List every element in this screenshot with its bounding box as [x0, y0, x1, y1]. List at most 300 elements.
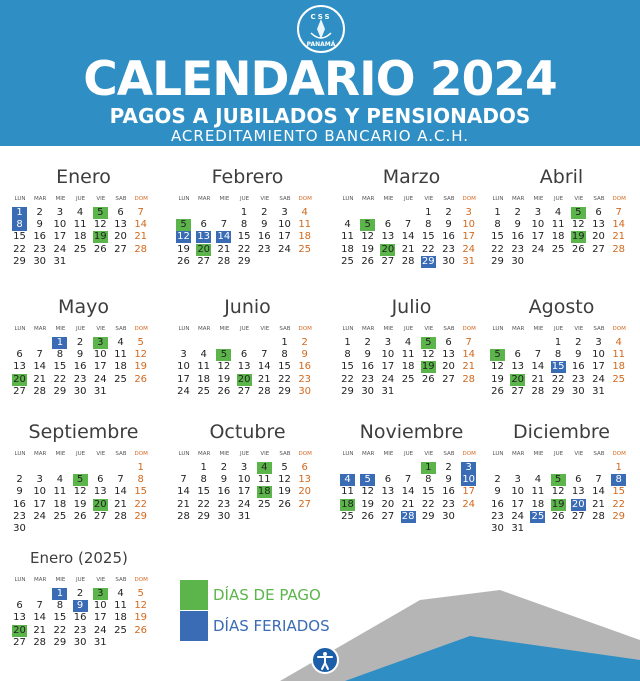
day-cell: 26 [73, 510, 87, 522]
day-cell: 2 [36, 207, 43, 218]
day-cell: 15 [13, 231, 26, 243]
day-cell: 4 [344, 219, 351, 231]
weekday-header: VIE [96, 196, 106, 202]
day-cell: 4 [76, 207, 84, 218]
day-cell: 4 [56, 474, 64, 486]
day-cell: 3 [384, 337, 392, 348]
day-cell: 5 [421, 337, 436, 349]
day-cell: 9 [73, 600, 88, 612]
day-cell: 7 [404, 474, 412, 486]
day-cell: 23 [73, 373, 87, 385]
day-cell: 12 [134, 600, 148, 612]
weekday-header: SAB [279, 326, 291, 332]
day-cell: 31 [462, 255, 476, 267]
day-cell: 11 [73, 219, 87, 231]
weekday-header: VIE [260, 451, 270, 457]
day-cell: 15 [278, 361, 291, 373]
day-cell: 20 [298, 486, 312, 498]
day-cell: 19 [177, 243, 190, 255]
weekday-header: JUE [240, 196, 250, 202]
day-cell: 19 [361, 498, 375, 510]
weekday-header: LUN [14, 196, 26, 202]
day-cell: 29 [53, 636, 67, 648]
day-cell: 27 [592, 243, 605, 255]
day-cell: 16 [361, 361, 375, 373]
weekday-header: JUE [554, 451, 564, 457]
day-cell: 8 [200, 474, 207, 486]
day-cell: 5 [137, 337, 144, 348]
day-cell: 7 [220, 219, 228, 231]
weekday-header: DOM [612, 451, 626, 457]
day-cell: 23 [571, 373, 585, 385]
day-cell: 28 [33, 636, 47, 648]
day-cell: 5 [551, 474, 566, 486]
day-cell: 21 [592, 498, 605, 510]
day-cell: 2 [494, 474, 501, 486]
day-cell: 5 [360, 474, 375, 486]
day-cell: 14 [114, 486, 127, 498]
day-cell: 18 [531, 498, 545, 510]
day-cell: 25 [114, 624, 127, 636]
day-cell: 28 [401, 510, 415, 522]
day-cell: 27 [442, 373, 455, 385]
day-cell: 26 [177, 255, 190, 267]
day-cell: 23 [257, 243, 271, 255]
day-cell: 4 [404, 337, 412, 348]
day-cell: 28 [114, 510, 127, 522]
day-cell: 23 [511, 243, 525, 255]
accessibility-icon[interactable] [311, 646, 339, 674]
day-cell: 8 [554, 349, 562, 361]
day-cell: 30 [73, 636, 87, 648]
day-cell: 27 [298, 498, 312, 510]
day-cell: 11 [298, 219, 312, 231]
day-cell: 27 [197, 255, 211, 267]
weekday-header: DOM [134, 196, 148, 202]
day-cell: 21 [401, 498, 415, 510]
day-cell: 24 [53, 243, 67, 255]
day-cell: 8 [611, 474, 626, 486]
weekday-header: MAR [512, 326, 525, 332]
day-cell: 27 [381, 255, 395, 267]
day-cell: 14 [217, 231, 231, 243]
day-cell: 12 [421, 349, 435, 361]
day-cell: 14 [177, 486, 190, 498]
day-cell: 5 [490, 349, 505, 361]
weekday-header: MAR [34, 196, 47, 202]
day-cell: 22 [421, 498, 435, 510]
day-cell: 29 [421, 255, 435, 267]
month-name: Octubre [209, 421, 286, 443]
day-cell: 15 [134, 486, 148, 498]
day-cell: 26 [361, 510, 375, 522]
day-cell: 16 [257, 231, 271, 243]
weekday-header: JUE [554, 326, 564, 332]
day-cell: 14 [462, 349, 476, 361]
day-cell: 31 [93, 385, 107, 397]
day-cell: 12 [278, 474, 291, 486]
day-cell: 14 [531, 361, 545, 373]
day-cell: 1 [137, 462, 144, 473]
day-cell: 2 [16, 474, 23, 486]
day-cell: 20 [237, 373, 251, 385]
day-cell: 17 [592, 361, 605, 373]
day-cell: 4 [117, 337, 124, 348]
day-cell: 2 [76, 337, 84, 348]
month-name: Febrero [211, 166, 284, 188]
weekday-header: MIE [219, 326, 230, 332]
day-cell: 2 [575, 337, 582, 348]
weekday-header: SAB [593, 451, 605, 457]
day-cell: 22 [341, 373, 354, 385]
day-cell: 21 [33, 624, 47, 636]
weekday-header: SAB [279, 196, 291, 202]
weekday-header: MIE [219, 451, 230, 457]
day-cell: 12 [361, 486, 375, 498]
day-cell: 8 [12, 219, 27, 231]
day-cell: 8 [494, 219, 501, 231]
day-cell: 15 [551, 361, 565, 373]
day-cell: 16 [217, 486, 231, 498]
day-cell: 30 [217, 510, 231, 522]
page-subtitle-secondary: ACREDITAMIENTO BANCARIO A.C.H. [170, 127, 470, 145]
day-cell: 6 [384, 474, 392, 486]
day-cell: 6 [514, 349, 521, 361]
day-cell: 12 [571, 219, 585, 231]
day-cell: 4 [117, 588, 124, 599]
day-cell: 14 [612, 219, 626, 231]
weekday-header: JUE [240, 451, 250, 457]
day-cell: 19 [93, 231, 107, 243]
day-cell: 20 [381, 498, 395, 510]
day-cell: 1 [615, 462, 622, 473]
day-cell: 12 [134, 349, 148, 361]
day-cell: 9 [445, 219, 452, 231]
day-cell: 10 [531, 219, 545, 231]
day-cell: 15 [53, 361, 67, 373]
day-cell: 4 [301, 207, 308, 218]
day-cell: 6 [575, 474, 582, 486]
weekday-header: MIE [383, 196, 394, 202]
day-cell: 7 [180, 474, 187, 486]
day-cell: 2 [445, 207, 452, 218]
weekday-header: LUN [492, 326, 504, 332]
weekday-header: VIE [96, 451, 106, 457]
day-cell: 16 [511, 231, 525, 243]
day-cell: 12 [491, 361, 504, 373]
day-cell: 28 [531, 385, 545, 397]
day-cell: 8 [240, 219, 248, 231]
weekday-header: DOM [134, 577, 148, 583]
day-cell: 10 [462, 219, 476, 231]
weekday-header: SAB [115, 196, 127, 202]
day-cell: 24 [592, 373, 605, 385]
day-cell: 24 [462, 243, 476, 255]
weekday-header: SAB [593, 326, 605, 332]
day-cell: 27 [237, 385, 251, 397]
day-cell: 19 [217, 373, 231, 385]
day-cell: 29 [53, 385, 67, 397]
day-cell: 3 [514, 474, 521, 486]
day-cell: 8 [344, 349, 351, 361]
day-cell: 11 [114, 600, 127, 612]
day-cell: 23 [442, 498, 455, 510]
day-cell: 29 [421, 510, 435, 522]
day-cell: 27 [93, 510, 107, 522]
weekday-header: MAR [34, 451, 47, 457]
day-cell: 11 [53, 486, 67, 498]
day-cell: 20 [381, 243, 395, 255]
weekday-header: MIE [55, 451, 66, 457]
day-cell: 20 [197, 243, 211, 255]
day-cell: 29 [237, 255, 251, 267]
day-cell: 3 [93, 588, 108, 600]
weekday-header: MIE [55, 196, 66, 202]
day-cell: 9 [301, 349, 308, 361]
day-cell: 1 [494, 207, 501, 218]
day-cell: 2 [514, 207, 521, 218]
day-cell: 24 [462, 498, 476, 510]
weekday-header: MAR [362, 196, 375, 202]
day-cell: 18 [114, 361, 127, 373]
weekday-header: VIE [260, 326, 270, 332]
day-cell: 25 [114, 373, 127, 385]
day-cell: 22 [53, 373, 67, 385]
day-cell: 22 [551, 373, 565, 385]
day-cell: 10 [53, 219, 67, 231]
day-cell: 29 [278, 385, 291, 397]
month-name: Agosto [528, 296, 595, 318]
day-cell: 12 [177, 231, 190, 243]
day-cell: 16 [73, 361, 87, 373]
day-cell: 26 [421, 373, 435, 385]
day-cell: 21 [217, 243, 231, 255]
day-cell: 4 [257, 462, 272, 474]
weekday-header: VIE [574, 196, 584, 202]
weekday-header: DOM [462, 451, 476, 457]
day-cell: 18 [73, 231, 87, 243]
day-cell: 13 [381, 231, 395, 243]
day-cell: 31 [93, 636, 107, 648]
day-cell: 28 [33, 385, 47, 397]
day-cell: 25 [341, 255, 354, 267]
day-cell: 15 [491, 231, 504, 243]
day-cell: 9 [514, 219, 521, 231]
weekday-header: MIE [55, 326, 66, 332]
weekday-header: MAR [512, 451, 525, 457]
logo-text-bottom: PANAMÁ [306, 41, 336, 48]
weekday-header: JUE [404, 196, 414, 202]
day-cell: 16 [442, 486, 455, 498]
weekday-header: DOM [298, 196, 312, 202]
day-cell: 27 [114, 243, 127, 255]
day-cell: 30 [442, 255, 455, 267]
day-cell: 7 [534, 349, 542, 361]
day-cell: 17 [462, 231, 476, 243]
weekday-header: MIE [533, 196, 544, 202]
day-cell: 25 [53, 510, 67, 522]
day-cell: 13 [13, 612, 26, 624]
month-name: Diciembre [513, 421, 610, 443]
day-cell: 26 [571, 243, 585, 255]
day-cell: 25 [257, 498, 271, 510]
weekday-header: VIE [96, 326, 106, 332]
weekday-header: MAR [34, 326, 47, 332]
day-cell: 24 [93, 373, 107, 385]
day-cell: 25 [197, 385, 211, 397]
day-cell: 26 [134, 624, 148, 636]
day-cell: 28 [257, 385, 271, 397]
day-cell: 14 [401, 486, 415, 498]
day-cell: 3 [93, 337, 108, 349]
month-name: Marzo [382, 166, 441, 188]
day-cell: 31 [53, 255, 67, 267]
day-cell: 1 [421, 462, 436, 474]
day-cell: 6 [16, 600, 23, 612]
legend-pay-swatch [180, 580, 208, 610]
weekday-header: LUN [342, 196, 354, 202]
day-cell: 18 [114, 612, 127, 624]
day-cell: 4 [554, 207, 562, 218]
day-cell: 28 [177, 510, 190, 522]
weekday-header: MAR [512, 196, 525, 202]
day-cell: 19 [73, 498, 87, 510]
weekday-header: VIE [260, 196, 270, 202]
day-cell: 18 [551, 231, 565, 243]
day-cell: 17 [278, 231, 291, 243]
day-cell: 16 [73, 612, 87, 624]
day-cell: 11 [114, 349, 127, 361]
day-cell: 17 [177, 373, 190, 385]
legend-holiday-label: DÍAS FERIADOS [213, 617, 330, 635]
day-cell: 30 [13, 523, 26, 534]
day-cell: 27 [511, 385, 525, 397]
day-cell: 6 [384, 219, 392, 231]
day-cell: 24 [177, 385, 190, 397]
day-cell: 19 [571, 231, 585, 243]
day-cell: 25 [551, 243, 565, 255]
weekday-header: DOM [134, 451, 148, 457]
day-cell: 3 [461, 462, 476, 474]
day-cell: 28 [134, 243, 148, 255]
weekday-header: LUN [178, 451, 190, 457]
day-cell: 1 [554, 337, 562, 348]
weekday-header: VIE [424, 326, 434, 332]
weekday-header: LUN [14, 577, 26, 583]
day-cell: 6 [240, 349, 248, 361]
day-cell: 3 [281, 207, 288, 218]
day-cell: 10 [93, 600, 107, 612]
day-cell: 28 [462, 373, 476, 385]
day-cell: 9 [445, 474, 452, 486]
day-cell: 5 [571, 207, 586, 219]
weekday-header: SAB [115, 326, 127, 332]
day-cell: 23 [13, 510, 26, 522]
weekday-header: LUN [14, 451, 26, 457]
weekday-header: JUE [404, 451, 414, 457]
day-cell: 3 [595, 337, 602, 348]
day-cell: 27 [571, 510, 585, 522]
weekday-header: DOM [462, 326, 476, 332]
day-cell: 3 [36, 474, 43, 486]
day-cell: 18 [612, 361, 626, 373]
day-cell: 13 [197, 231, 211, 243]
day-cell: 12 [217, 361, 231, 373]
weekday-header: JUE [554, 196, 564, 202]
day-cell: 1 [240, 207, 248, 218]
day-cell: 22 [491, 243, 504, 255]
day-cell: 19 [491, 373, 504, 385]
day-cell: 20 [114, 231, 127, 243]
day-cell: 26 [134, 373, 148, 385]
day-cell: 10 [592, 349, 605, 361]
month-name: Junio [224, 296, 271, 318]
day-cell: 28 [401, 255, 415, 267]
day-cell: 26 [551, 510, 565, 522]
day-cell: 1 [52, 337, 67, 349]
day-cell: 3 [56, 207, 64, 218]
day-cell: 31 [381, 385, 395, 397]
day-cell: 9 [261, 219, 268, 231]
day-cell: 14 [257, 361, 271, 373]
month-name: Mayo [58, 296, 109, 318]
day-cell: 30 [298, 385, 312, 397]
day-cell: 8 [425, 474, 432, 486]
day-cell: 26 [361, 255, 375, 267]
day-cell: 28 [217, 255, 231, 267]
day-cell: 29 [197, 510, 211, 522]
weekday-header: MAR [198, 326, 211, 332]
day-cell: 1 [52, 588, 67, 600]
day-cell: 7 [595, 474, 602, 486]
day-cell: 13 [592, 219, 605, 231]
day-cell: 26 [491, 385, 504, 397]
day-cell: 4 [534, 474, 542, 486]
day-cell: 6 [445, 337, 452, 348]
day-cell: 8 [281, 349, 288, 361]
day-cell: 20 [571, 498, 585, 510]
day-cell: 23 [217, 498, 231, 510]
day-cell: 5 [281, 462, 288, 473]
day-cell: 23 [491, 510, 504, 522]
day-cell: 24 [381, 373, 395, 385]
day-cell: 9 [575, 349, 582, 361]
month-name: Enero (2025) [30, 549, 128, 567]
day-cell: 7 [404, 219, 412, 231]
weekday-header: VIE [574, 326, 584, 332]
day-cell: 3 [180, 349, 187, 361]
day-cell: 26 [217, 385, 231, 397]
day-cell: 30 [33, 255, 47, 267]
day-cell: 22 [134, 498, 148, 510]
day-cell: 17 [93, 612, 107, 624]
day-cell: 19 [421, 361, 435, 373]
day-cell: 10 [93, 349, 107, 361]
day-cell: 6 [16, 349, 23, 361]
day-cell: 26 [93, 243, 107, 255]
day-cell: 25 [298, 243, 312, 255]
weekday-header: SAB [443, 196, 455, 202]
weekday-header: LUN [342, 326, 354, 332]
day-cell: 22 [53, 624, 67, 636]
day-cell: 28 [592, 510, 605, 522]
weekday-header: SAB [443, 451, 455, 457]
day-cell: 20 [13, 373, 26, 385]
day-cell: 15 [237, 231, 251, 243]
day-cell: 19 [551, 498, 565, 510]
day-cell: 21 [134, 231, 148, 243]
weekday-header: LUN [492, 196, 504, 202]
